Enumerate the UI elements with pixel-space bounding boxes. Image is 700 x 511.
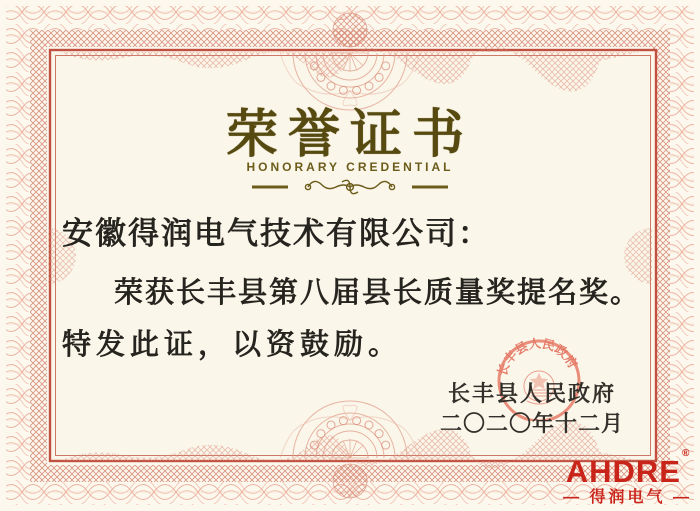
- closing-line: 特发此证，以资鼓励。: [62, 329, 403, 361]
- recipient-line: 安徽得润电气技术有限公司：: [62, 216, 491, 251]
- certificate-subtitle: HONORARY CREDENTIAL: [246, 160, 454, 174]
- seal-text: 长丰县人民政府: [495, 336, 580, 378]
- flourish-divider-icon: [250, 178, 450, 196]
- certificate-title: 荣誉证书: [225, 106, 474, 164]
- brand-name: [563, 448, 692, 489]
- brand-text: AHDRE: [565, 453, 681, 489]
- brand-logo: [563, 448, 692, 507]
- issuer-name: 长丰县人民政府: [447, 381, 616, 406]
- award-line: 荣获长丰县第八届县长质量奖提名奖。: [114, 277, 642, 309]
- issue-date: 二〇二〇年十二月: [439, 411, 624, 436]
- brand-chinese-name: — 得润电气 —: [563, 489, 692, 507]
- signature-block: [440, 379, 624, 439]
- registered-mark-icon: ®: [681, 448, 691, 460]
